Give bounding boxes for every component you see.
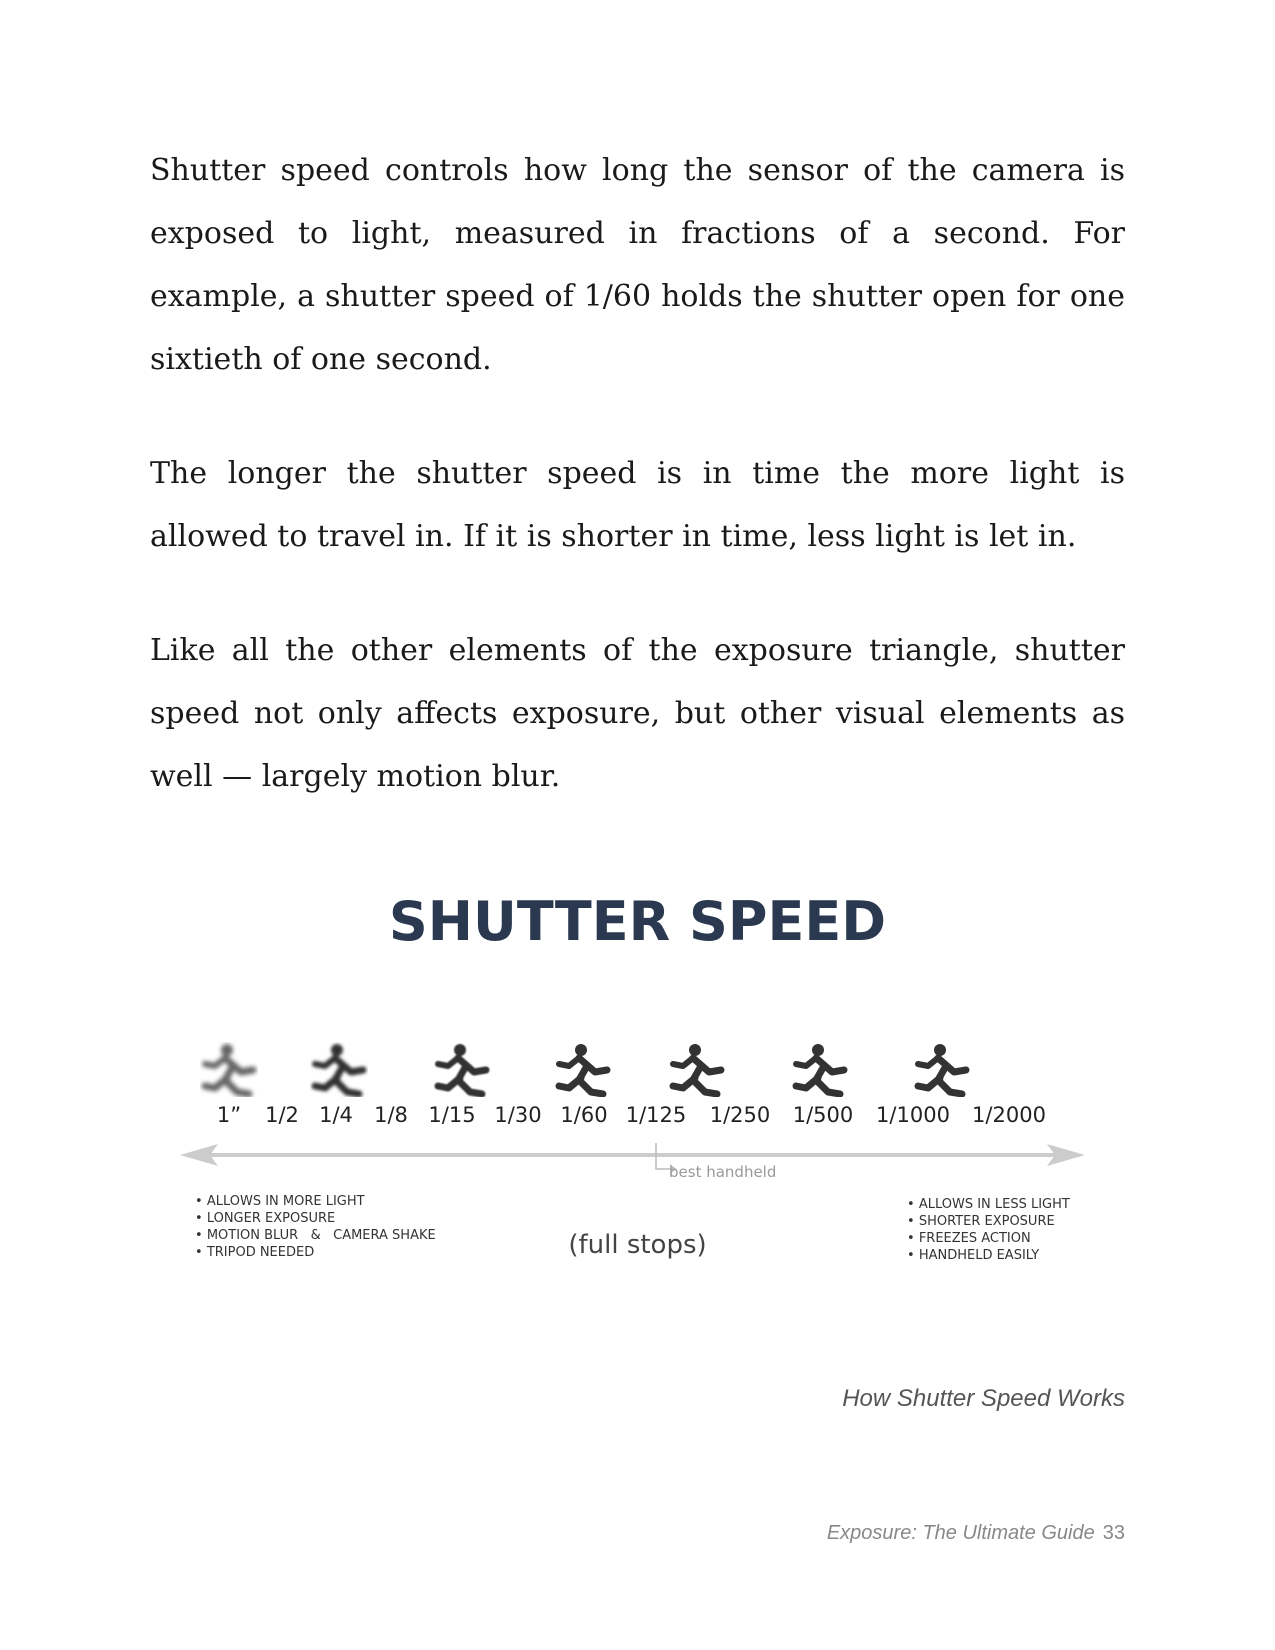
scale-label: 1/8 [374, 1103, 408, 1127]
best-handheld-label: best handheld [669, 1163, 777, 1181]
list-item: • FREEZES ACTION [907, 1230, 1070, 1247]
running-person-icon [788, 1042, 858, 1097]
scale-label: 1/60 [560, 1103, 608, 1127]
page-number: 33 [1102, 1522, 1125, 1544]
list-item: • ALLOWS IN MORE LIGHT [195, 1193, 436, 1210]
double-arrow-icon [180, 1140, 1085, 1170]
paragraph: The longer the shutter speed is in time the more light is allowed to travel in. If it is shorter in time, less light is let in. [150, 456, 1125, 554]
scale-label: 1/15 [428, 1103, 476, 1127]
page-footer [827, 1522, 1125, 1545]
list-item: • LONGER EXPOSURE [195, 1210, 436, 1227]
footer-title: Exposure: The Ultimate Guide [826, 1522, 1095, 1544]
scale-label: 1/250 [709, 1103, 771, 1127]
scale-label: 1/30 [494, 1103, 542, 1127]
running-person-icon [551, 1042, 621, 1097]
running-person-icon [197, 1042, 267, 1097]
list-item: • HANDHELD EASILY [907, 1247, 1070, 1264]
running-person-icon [910, 1042, 980, 1097]
figure-caption: How Shutter Speed Works [842, 1385, 1125, 1412]
list-item: • TRIPOD NEEDED [195, 1244, 436, 1261]
running-person-icon [665, 1042, 735, 1097]
scale-label: 1/2 [265, 1103, 299, 1127]
scale-label: 1/2000 [972, 1103, 1046, 1127]
figure-title: SHUTTER SPEED [388, 890, 887, 953]
paragraph: Like all the other elements of the exposure triangle, shutter speed not only affects exposure, but other visual elements as well — largely motion blur. [150, 633, 1125, 794]
scale-label: 1/4 [319, 1103, 353, 1127]
running-person-icon [307, 1042, 377, 1097]
scale-label: 1/125 [625, 1103, 687, 1127]
list-item: • MOTION BLUR & CAMERA SHAKE [195, 1227, 436, 1244]
full-stops-label: (full stops) [568, 1230, 707, 1260]
list-item: • ALLOWS IN LESS LIGHT [907, 1196, 1070, 1213]
scale-label: 1/500 [792, 1103, 854, 1127]
paragraph: Shutter speed controls how long the sensor of the camera is exposed to light, measured in fractions of a second. For example, a shutter speed of 1/60 holds the shutter open for one sixtieth of one second. [150, 153, 1125, 377]
scale-label: 1” [216, 1103, 242, 1127]
list-item: • SHORTER EXPOSURE [907, 1213, 1070, 1230]
running-person-icon [430, 1042, 500, 1097]
scale-label: 1/1000 [876, 1103, 950, 1127]
